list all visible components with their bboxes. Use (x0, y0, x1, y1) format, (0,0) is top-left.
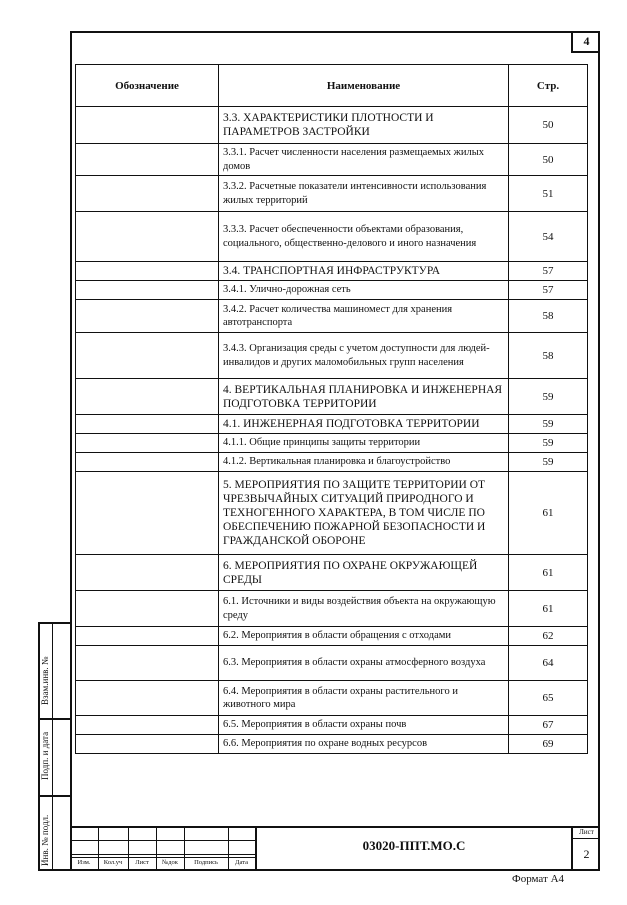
name-cell: 6.5. Мероприятия в области охраны почв (219, 716, 509, 735)
side-divider (38, 718, 70, 720)
page-cell: 59 (509, 379, 588, 415)
table-row (76, 107, 588, 144)
table-row (76, 262, 588, 281)
stamp-col-ndok: №док (162, 859, 178, 866)
name-cell: 6.3. Мероприятия в области охраны атмосферного воздуха (219, 646, 509, 681)
table-row (76, 300, 588, 333)
stamp-col-podpis: Подпись (194, 859, 218, 866)
table-row (76, 716, 588, 735)
contents-table (75, 64, 588, 754)
table-row (76, 379, 588, 415)
designation-cell (76, 262, 219, 281)
table-row (76, 681, 588, 716)
page-cell: 65 (509, 681, 588, 716)
side-divider (38, 795, 70, 797)
page-cell: 51 (509, 176, 588, 212)
table-row (76, 453, 588, 472)
name-cell: 3.4. ТРАНСПОРТНАЯ ИНФРАСТРУКТУРА (219, 262, 509, 281)
name-cell: 3.4.3. Организация среды с учетом доступности для людей-инвалидов и других маломобильных групп населения (219, 333, 509, 379)
name-cell: 3.4.1. Улично-дорожная сеть (219, 281, 509, 300)
header-page: Стр. (509, 65, 588, 107)
page-cell: 61 (509, 555, 588, 591)
name-cell: 4. ВЕРТИКАЛЬНАЯ ПЛАНИРОВКА И ИНЖЕНЕРНАЯ ПОДГОТОВКА ТЕРРИТОРИИ (219, 379, 509, 415)
table-body (76, 107, 588, 754)
side-label-podp: Подп. и дата (40, 731, 50, 780)
page-cell: 59 (509, 434, 588, 453)
table-row (76, 735, 588, 754)
page-cell: 58 (509, 300, 588, 333)
table-row (76, 434, 588, 453)
table-row (76, 281, 588, 300)
side-inner-line (52, 622, 53, 871)
designation-cell (76, 107, 219, 144)
page-cell: 57 (509, 262, 588, 281)
table-row (76, 591, 588, 627)
name-cell: 3.3.3. Расчет обеспеченности объектами образования, социального, общественно-делового и иного назначения (219, 212, 509, 262)
name-cell: 3.4.2. Расчет количества машиномест для хранения автотранспорта (219, 300, 509, 333)
name-cell: 6.1. Источники и виды воздействия объекта на окружающую среду (219, 591, 509, 627)
designation-cell (76, 281, 219, 300)
sheet-number: 2 (583, 847, 590, 861)
table-row (76, 646, 588, 681)
name-cell: 6.6. Мероприятия по охране водных ресурсов (219, 735, 509, 754)
designation-cell (76, 212, 219, 262)
name-cell: 4.1. ИНЖЕНЕРНАЯ ПОДГОТОВКА ТЕРРИТОРИИ (219, 415, 509, 434)
designation-cell (76, 176, 219, 212)
designation-cell (76, 555, 219, 591)
name-cell: 3.3.2. Расчетные показатели интенсивности использования жилых территорий (219, 176, 509, 212)
stamp-col-list: Лист (135, 859, 149, 866)
document-code: 03020-ППТ.МО.С (362, 838, 466, 853)
table-row (76, 176, 588, 212)
page-number: 4 (571, 31, 600, 53)
table-row (76, 472, 588, 555)
designation-cell (76, 333, 219, 379)
table-header-row (76, 65, 588, 107)
designation-cell (76, 716, 219, 735)
name-cell: 6.4. Мероприятия в области охраны растительного и животного мира (219, 681, 509, 716)
header-name: Наименование (219, 65, 509, 107)
page-cell: 61 (509, 591, 588, 627)
designation-cell (76, 300, 219, 333)
designation-cell (76, 453, 219, 472)
stamp-top-line (70, 826, 600, 828)
name-cell: 3.3. ХАРАКТЕРИСТИКИ ПЛОТНОСТИ И ПАРАМЕТРОВ ЗАСТРОЙКИ (219, 107, 509, 144)
name-cell: 4.1.1. Общие принципы защиты территории (219, 434, 509, 453)
page-cell: 69 (509, 735, 588, 754)
table-row (76, 212, 588, 262)
stamp-col-data: Дата (235, 859, 248, 866)
name-cell: 5. МЕРОПРИЯТИЯ ПО ЗАЩИТЕ ТЕРРИТОРИИ ОТ ЧРЕЗВЫЧАЙНЫХ СИТУАЦИЙ ПРИРОДНОГО И ТЕХНОГЕННОГО ХАРАКТЕРА, В ТОМ ЧИСЛЕ ПО ОБЕСПЕЧЕНИЮ ПОЖАРНОЙ БЕЗОПАСНОСТИ И ГРАЖДАНСКОЙ ОБОРОНЕ (219, 472, 509, 555)
name-cell: 4.1.2. Вертикальная планировка и благоустройство (219, 453, 509, 472)
page-cell: 50 (509, 144, 588, 176)
table-row (76, 333, 588, 379)
name-cell: 6. МЕРОПРИЯТИЯ ПО ОХРАНЕ ОКРУЖАЮЩЕЙ СРЕДЫ (219, 555, 509, 591)
designation-cell (76, 144, 219, 176)
page-cell: 57 (509, 281, 588, 300)
table-row (76, 627, 588, 646)
designation-cell (76, 681, 219, 716)
page-cell: 62 (509, 627, 588, 646)
header-designation: Обозначение (76, 65, 219, 107)
stamp-col-koluch: Кол.уч (103, 859, 123, 866)
sheet-label: Лист (579, 828, 594, 836)
format-label: Формат А4 (512, 873, 565, 885)
stamp-row-line (571, 838, 600, 839)
table-row (76, 144, 588, 176)
page-cell: 61 (509, 472, 588, 555)
name-cell: 3.3.1. Расчет численности населения размещаемых жилых домов (219, 144, 509, 176)
designation-cell (76, 415, 219, 434)
designation-cell (76, 627, 219, 646)
page-cell: 50 (509, 107, 588, 144)
side-label-vzam: Взам.инв. № (40, 656, 50, 705)
designation-cell (76, 591, 219, 627)
page-cell: 58 (509, 333, 588, 379)
designation-cell (76, 735, 219, 754)
designation-cell (76, 434, 219, 453)
stamp-col-izm: Изм. (77, 859, 91, 866)
page-cell: 59 (509, 415, 588, 434)
page-cell: 54 (509, 212, 588, 262)
designation-cell (76, 472, 219, 555)
page-cell: 59 (509, 453, 588, 472)
name-cell: 6.2. Мероприятия в области обращения с отходами (219, 627, 509, 646)
designation-cell (76, 646, 219, 681)
page-cell: 67 (509, 716, 588, 735)
side-label-inv: Инв. № подл. (40, 814, 50, 866)
table-row (76, 415, 588, 434)
page-cell: 64 (509, 646, 588, 681)
table-row (76, 555, 588, 591)
designation-cell (76, 379, 219, 415)
